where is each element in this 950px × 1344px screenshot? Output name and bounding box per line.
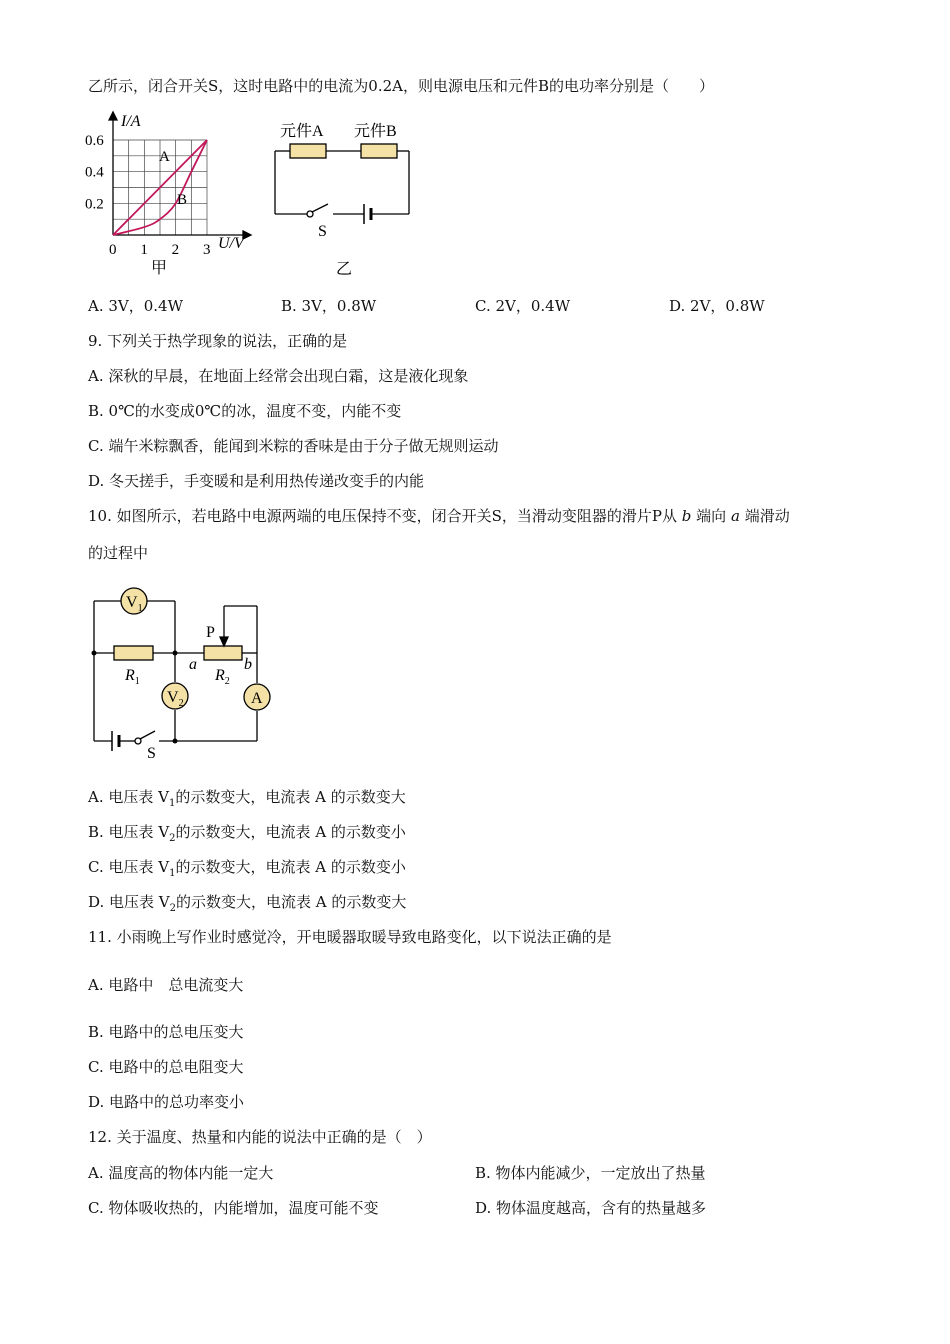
q8-stem: 乙所示，闭合开关S，这时电路中的电流为0.2A，则电源电压和元件B的电功率分别是（ ） bbox=[88, 77, 714, 95]
q8-option-b[interactable]: B. 3V，0.8W bbox=[281, 297, 377, 315]
iu-graph bbox=[85, 108, 260, 278]
v1-label: $V_1$ bbox=[126, 594, 143, 614]
q9-stem: 9. 下列关于热学现象的说法，正确的是 bbox=[88, 332, 348, 350]
v2-label: $V_2$ bbox=[167, 689, 184, 709]
q11-option-c[interactable]: C. 电路中的总电阻变大 bbox=[88, 1058, 244, 1076]
switch-blade bbox=[312, 204, 328, 212]
r1-label: $R_1$ bbox=[125, 667, 140, 687]
q10-option-a[interactable]: A. 电压表 $V_1$的示数变大，电流表 A 的示数变大 bbox=[88, 788, 406, 809]
element-b bbox=[361, 144, 397, 158]
var-a: a bbox=[730, 507, 740, 525]
x-axis-label: U/V bbox=[218, 235, 244, 252]
x-tick-label: 3 bbox=[203, 242, 211, 258]
end-a-label: a bbox=[189, 656, 197, 673]
ammeter-label: A bbox=[251, 690, 263, 707]
q10-stem-line1: 10. 如图所示，若电路中电源两端的电压保持不变，闭合开关S，当滑动变阻器的滑片P从 b 端向 a 端滑动 bbox=[88, 507, 790, 525]
q10-option-d[interactable]: D. 电压表 $V_2$的示数变大，电流表 A 的示数变大 bbox=[88, 893, 407, 914]
graph-axes bbox=[109, 112, 251, 239]
r2-rheostat bbox=[204, 646, 242, 660]
y-tick-label: 0.2 bbox=[85, 196, 104, 213]
q12-stem: 12. 关于温度、热量和内能的说法中正确的是（ ） bbox=[88, 1128, 432, 1146]
series-circuit bbox=[270, 112, 420, 282]
q9-option-d[interactable]: D. 冬天搓手，手变暖和是利用热传递改变手的内能 bbox=[88, 472, 425, 490]
q12-option-a[interactable]: A. 温度高的物体内能一定大 bbox=[88, 1164, 274, 1182]
q9-option-c[interactable]: C. 端午米粽飘香，能闻到米粽的香味是由于分子做无规则运动 bbox=[88, 437, 499, 455]
q11-stem: 11. 小雨晚上写作业时感觉冷，开电暖器取暖导致电路变化，以下说法正确的是 bbox=[88, 928, 612, 946]
q11-option-a[interactable]: A. 电路中 总电流变大 bbox=[88, 976, 244, 994]
element-a-label: 元件A bbox=[280, 123, 324, 140]
fig-caption-jia: 甲 bbox=[151, 260, 168, 277]
x-tick-label: 2 bbox=[171, 242, 180, 258]
fig-caption-yi: 乙 bbox=[336, 261, 353, 278]
element-b-label: 元件B bbox=[354, 123, 397, 140]
end-b-label: b bbox=[244, 656, 252, 673]
q12-option-d[interactable]: D. 物体温度越高，含有的热量越多 bbox=[475, 1199, 707, 1217]
q11-option-b[interactable]: B. 电路中的总电压变大 bbox=[88, 1023, 244, 1041]
y-axis-label: I/A bbox=[121, 113, 141, 130]
x-axis-arrow bbox=[243, 231, 251, 239]
y-tick-label: 0.6 bbox=[85, 133, 104, 149]
q11-option-d[interactable]: D. 电路中的总功率变小 bbox=[88, 1093, 245, 1111]
q8-option-d[interactable]: D. 2V，0.8W bbox=[669, 297, 765, 315]
r1-resistor bbox=[114, 646, 153, 660]
q8-option-a[interactable]: A. 3V，0.4W bbox=[88, 297, 184, 315]
q10-circuit bbox=[85, 585, 275, 765]
y-axis-arrow bbox=[109, 112, 117, 120]
q9-option-a[interactable]: A. 深秋的早晨，在地面上经常会出现白霜，这是液化现象 bbox=[88, 367, 469, 385]
r2-label: $R_2$ bbox=[215, 667, 230, 687]
q10-option-c[interactable]: C. 电压表 $V_1$的示数变大，电流表 A 的示数变小 bbox=[88, 858, 406, 879]
curve-label-b: B bbox=[177, 192, 188, 208]
x-tick-label: 1 bbox=[140, 242, 148, 258]
switch-label: S bbox=[318, 223, 327, 240]
q9-option-b[interactable]: B. 0℃的水变成0℃的冰，温度不变，内能不变 bbox=[88, 402, 402, 420]
x-tick-label: 0 bbox=[109, 242, 117, 258]
q10-option-b[interactable]: B. 电压表 $V_2$的示数变大，电流表 A 的示数变小 bbox=[88, 823, 406, 844]
curve-label-a: A bbox=[159, 149, 170, 165]
q10-stem-line2: 的过程中 bbox=[88, 544, 149, 562]
q12-option-b[interactable]: B. 物体内能减少，一定放出了热量 bbox=[475, 1164, 706, 1182]
y-tick-label: 0.4 bbox=[85, 164, 104, 181]
q10-switch-blade bbox=[140, 731, 155, 739]
var-b: b bbox=[681, 507, 692, 525]
element-a bbox=[290, 144, 326, 158]
q12-option-c[interactable]: C. 物体吸收热的，内能增加，温度可能不变 bbox=[88, 1199, 379, 1217]
q10-switch-label: S bbox=[147, 745, 156, 762]
slider-label: P bbox=[206, 624, 215, 641]
q8-option-c[interactable]: C. 2V，0.4W bbox=[475, 297, 571, 315]
slider-arrow bbox=[220, 637, 228, 646]
